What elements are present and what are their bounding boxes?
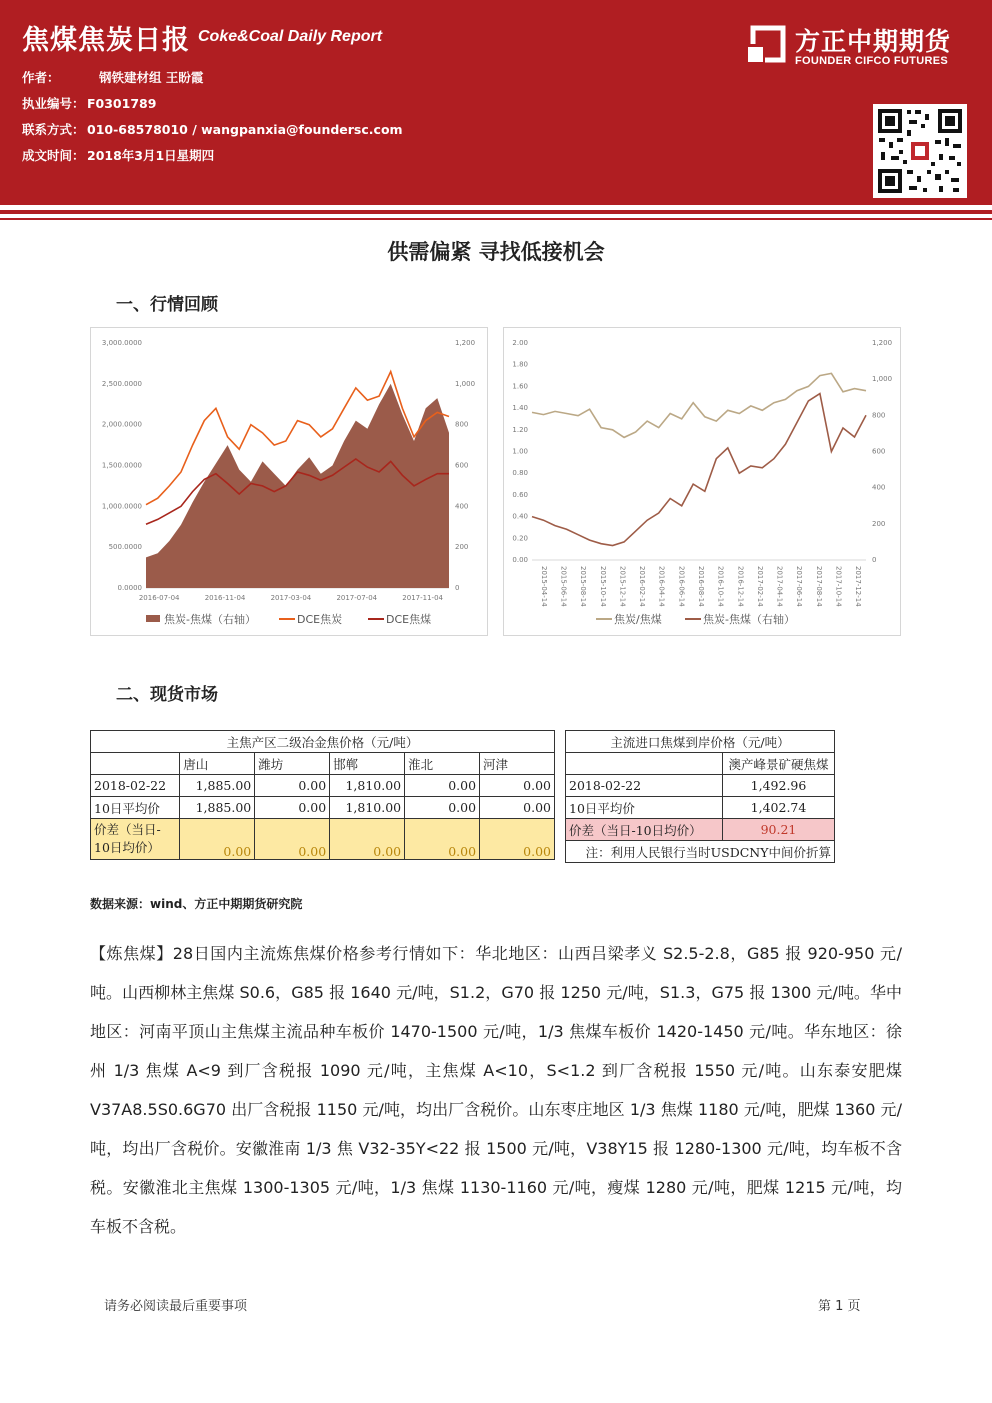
y-tick-label-left: 0.20 (512, 534, 528, 543)
table-row (91, 819, 555, 860)
y-tick-label-left: 2.00 (512, 339, 528, 347)
y-tick-label-right: 1,000 (455, 379, 476, 388)
company-logo (745, 22, 975, 74)
y-tick-label-right: 1,200 (455, 339, 476, 347)
row-label: 价差（当日- 10日均价） (91, 819, 180, 860)
legend-label: 焦炭-焦煤（右轴） (164, 613, 256, 626)
table-cell: 1,810.00 (330, 797, 405, 819)
table-header-cell: 澳产峰景矿硬焦煤 (723, 753, 835, 775)
author-label: 作者： (22, 70, 60, 85)
contact-label: 联系方式： (22, 122, 85, 137)
x-tick-label: 2017-08-14 (814, 566, 823, 607)
table-cell: 0.00 (180, 819, 255, 860)
x-tick-label: 2015-08-14 (579, 566, 588, 607)
section-title: 行情回顾 (150, 295, 218, 315)
date-row (22, 146, 214, 164)
x-tick-label: 2015-06-14 (559, 566, 568, 607)
chart-coke-coal-prices (90, 327, 488, 636)
y-tick-label-left: 1.20 (512, 425, 528, 434)
logo-text-cn: 方正中期期货 (795, 27, 952, 56)
series-line (532, 394, 866, 546)
y-tick-label-right: 400 (455, 502, 469, 511)
x-tick-label: 2017-06-14 (795, 566, 804, 607)
table-row (566, 819, 835, 841)
y-tick-label-left: 0.0000 (117, 584, 142, 592)
footer-notice: 请务必阅读最后重要事项 (104, 1299, 248, 1314)
table-cell: 1,810.00 (330, 775, 405, 797)
legend-swatch (146, 615, 160, 622)
table-header-cell: 淮北 (405, 753, 480, 775)
document-title: 供需偏紧 寻找低接机会 (387, 240, 605, 264)
table-title: 主流进口焦煤到岸价格（元/吨） (566, 731, 835, 753)
license-value: F0301789 (87, 96, 157, 111)
contact-value[interactable]: 010-68578010 / wangpanxia@foundersc.com (87, 122, 403, 137)
y-tick-label-left: 0.40 (512, 512, 528, 521)
x-tick-label: 2017-07-04 (336, 594, 378, 602)
section-heading-spot-market (92, 680, 218, 705)
logo-text-en: FOUNDER CIFCO FUTURES (795, 55, 948, 67)
y-tick-label-right: 1,000 (872, 375, 893, 384)
x-tick-label: 2015-04-14 (539, 566, 548, 607)
table-header-cell (91, 753, 180, 775)
x-tick-label: 2016-10-14 (716, 566, 725, 607)
qr-code-icon[interactable] (873, 104, 967, 198)
table-title: 主焦产区二级冶金焦价格（元/吨） (91, 731, 555, 753)
x-tick-label: 2016-02-14 (638, 566, 647, 607)
table-row (91, 775, 555, 797)
legend-label: 焦炭-焦煤（右轴） (703, 613, 795, 626)
x-tick-label: 2017-03-04 (270, 594, 312, 602)
y-tick-label-right: 600 (872, 447, 886, 456)
y-tick-label-right: 800 (872, 411, 886, 420)
table-row (566, 775, 835, 797)
y-tick-label-left: 1,500.0000 (101, 461, 142, 470)
y-tick-label-right: 200 (455, 543, 469, 552)
row-label: 2018-02-22 (566, 775, 723, 797)
contact-row (22, 120, 403, 138)
y-tick-label-right: 1,200 (872, 339, 893, 347)
y-tick-label-right: 0 (872, 556, 877, 564)
section-title: 现货市场 (150, 685, 218, 705)
table-header-cell: 河津 (480, 753, 555, 775)
author-row (22, 68, 203, 86)
import-coal-price-table (565, 730, 835, 863)
chart-coke-coal-prices-svg (91, 328, 487, 635)
table-cell: 1,885.00 (180, 775, 255, 797)
y-tick-label-left: 1.00 (512, 447, 528, 456)
table-row (91, 797, 555, 819)
coke-price-table (90, 730, 555, 860)
chart-coke-coal-ratio (503, 327, 901, 636)
series-area (146, 384, 449, 588)
table-header-row (566, 753, 835, 775)
table-cell: 0.00 (405, 775, 480, 797)
table-cell: 0.00 (255, 797, 330, 819)
series-line (532, 373, 866, 437)
x-tick-label: 2015-12-14 (618, 566, 627, 607)
x-tick-label: 2016-08-14 (697, 566, 705, 607)
license-label: 执业编号： (22, 96, 85, 111)
x-tick-label: 2017-11-04 (402, 594, 443, 602)
footer-page-number: 第 1 页 (818, 1299, 861, 1314)
y-tick-label-left: 0.80 (512, 469, 528, 478)
row-label: 10日平均价 (566, 797, 723, 819)
table-header-cell: 唐山 (180, 753, 255, 775)
y-tick-label-right: 800 (455, 420, 469, 429)
x-tick-label: 2017-04-14 (775, 566, 784, 607)
logo-mark-icon (745, 22, 789, 66)
header-divider-thin (0, 218, 992, 220)
table-cell: 0.00 (480, 775, 555, 797)
y-tick-label-left: 0.00 (512, 556, 528, 564)
x-tick-label: 2016-04-14 (657, 566, 666, 607)
y-tick-label-left: 1.60 (512, 382, 528, 391)
y-tick-label-left: 500.0000 (108, 543, 142, 552)
table-cell: 0.00 (255, 819, 330, 860)
author-value: 钢铁建材组 王盼霞 (98, 70, 204, 85)
table-cell: 0.00 (255, 775, 330, 797)
table-cell: 1,885.00 (180, 797, 255, 819)
y-tick-label-left: 0.60 (512, 490, 528, 499)
y-tick-label-right: 400 (872, 483, 886, 492)
x-tick-label: 2017-10-14 (834, 566, 843, 607)
y-tick-label-left: 1,000.0000 (101, 502, 142, 511)
row-label: 2018-02-22 (91, 775, 180, 797)
table-cell: 1,402.74 (723, 797, 835, 819)
table-header-cell: 潍坊 (255, 753, 330, 775)
x-tick-label: 2016-06-14 (677, 566, 686, 607)
y-tick-label-left: 3,000.0000 (101, 339, 142, 347)
section-heading-market-review (92, 290, 218, 315)
x-tick-label: 2016-07-04 (138, 594, 180, 602)
row-label: 10日平均价 (91, 797, 180, 819)
table-cell: 1,492.96 (723, 775, 835, 797)
legend-label: DCE焦炭 (297, 613, 343, 626)
license-row (22, 94, 156, 112)
table-row (566, 797, 835, 819)
y-tick-label-left: 1.40 (512, 404, 528, 413)
legend-label: DCE焦煤 (386, 613, 432, 626)
table-header-cell: 邯郸 (330, 753, 405, 775)
report-header (0, 0, 992, 205)
row-label: 价差（当日-10日均价） (566, 819, 723, 841)
y-tick-label-right: 0 (455, 584, 460, 592)
section-number: 二、 (116, 685, 150, 705)
y-tick-label-right: 600 (455, 461, 469, 470)
table-cell: 0.00 (405, 819, 480, 860)
report-title-cn: 焦煤焦炭日报 (22, 25, 190, 56)
header-divider (0, 210, 992, 214)
date-value: 2018年3月1日星期四 (87, 148, 215, 163)
x-tick-label: 2016-11-04 (204, 594, 246, 602)
body-paragraph: 【炼焦煤】28日国内主流炼焦煤价格参考行情如下：华北地区：山西吕梁孝义 S2.5-2.8，G85 报 920-950 元/吨。山西柳林主焦煤 S0.6，G85 报 1640 元/吨，S1.2，G70 报 1250 元/吨，S1.3，G75 报 1300 元/吨。华中地区：河南平顶山主焦煤主流品种车板价 1470-1500 元/吨，1/3 焦煤车板价 1420-1450 元/吨。华东地区：徐州 1/3 焦煤 A<9 到厂含税报 1090 元/吨，主焦煤 A<10，S<1.2 到厂含税报 1550 元/吨。山东泰安肥煤 V37A8.5S0.6G70 出厂含税报 1150 元/吨，均出厂含税价。山东枣庄地区 1/3 焦煤 1180 元/吨，肥煤 1360 元/吨，均出厂含税价。安徽淮南 1/3 焦 V32-35Y<22 报 1500 元/吨，V38Y15 报 1280-1300 元/吨，均车板不含税。安徽淮北主焦煤 1300-1305 元/吨，1/3 焦煤 1130-1160 元/吨，瘦煤 1280 元/吨，肥煤 1215 元/吨，均车板不含税。 (90, 944, 902, 1236)
y-tick-label-left: 1.80 (512, 360, 528, 369)
table-cell: 0.00 (405, 797, 480, 819)
table-note: 注：利用人民银行当时USDCNY中间价折算 (566, 841, 835, 863)
table-header-cell (566, 753, 723, 775)
chart-coke-coal-ratio-svg (504, 328, 900, 635)
legend-label: 焦炭/焦煤 (614, 613, 662, 626)
date-label: 成文时间： (22, 148, 85, 163)
x-tick-label: 2015-10-14 (598, 566, 607, 607)
x-tick-label: 2017-02-14 (755, 566, 764, 607)
table-cell: 0.00 (480, 819, 555, 860)
table-cell: 0.00 (330, 819, 405, 860)
y-tick-label-left: 2,000.0000 (101, 420, 142, 429)
x-tick-label: 2017-12-14 (854, 566, 863, 607)
report-title-en: Coke&Coal Daily Report (198, 28, 383, 45)
table-header-row (91, 753, 555, 775)
y-tick-label-right: 200 (872, 519, 886, 528)
table-cell: 0.00 (480, 797, 555, 819)
x-tick-label: 2016-12-14 (736, 566, 745, 607)
data-source: 数据来源：wind、方正中期期货研究院 (90, 897, 303, 911)
table-cell: 90.21 (723, 819, 835, 841)
section-number: 一、 (116, 295, 150, 315)
y-tick-label-left: 2,500.0000 (101, 379, 142, 388)
